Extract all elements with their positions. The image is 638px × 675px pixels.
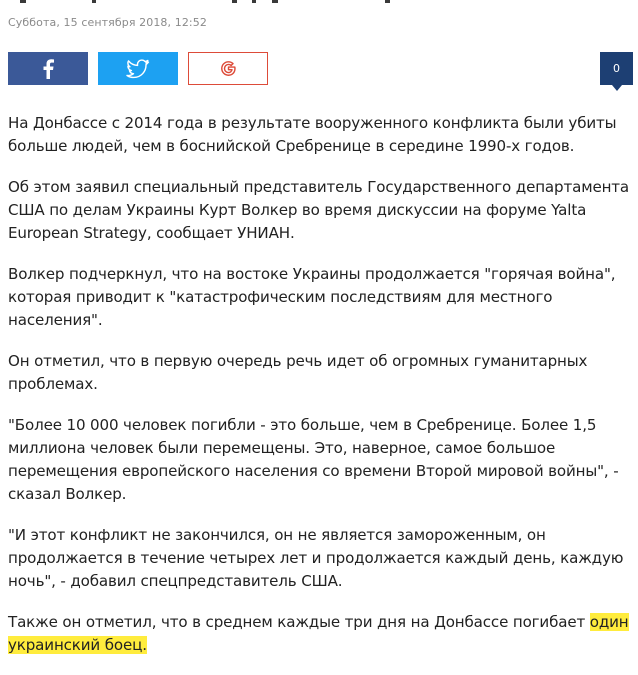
article-paragraph: Об этом заявил специальный представитель Государственного департамента США по делам Украины Курт Волкер во время дискуссии на форуме Yalta European Strategy, сообщает УНИАН. [8, 178, 630, 242]
cropped-glyph [252, 0, 256, 3]
article-body [8, 112, 634, 675]
google-share-button[interactable] [188, 52, 268, 85]
google-icon [220, 60, 237, 77]
highlighted-text: один украинский боец. [8, 613, 629, 654]
top-cropped-content [0, 0, 638, 4]
comments-count: 0 [613, 62, 620, 75]
comments-count-badge[interactable] [600, 52, 633, 85]
article-paragraph: На Донбассе с 2014 года в результате вооруженного конфликта были убиты больше людей, чем в боснийской Сребренице в середине 1990-х годов. [8, 114, 617, 155]
cropped-glyph [92, 0, 96, 3]
publish-date: Суббота, 15 сентября 2018, 12:52 [8, 16, 207, 29]
article-paragraph: "И этот конфликт не закончился, он не является замороженным, он продолжается в течение четырех лет и продолжается каждый день, каждую ночь", - добавил спецпредставитель США. [8, 526, 624, 590]
cropped-glyph [232, 0, 237, 3]
article-paragraph: Волкер подчеркнул, что на востоке Украины продолжается "горячая война", которая приводит к "катастрофическим последствиям для местного населения". [8, 265, 616, 329]
cropped-glyph [20, 0, 26, 3]
twitter-icon [127, 60, 149, 78]
article-text: Также он отметил, что в среднем каждые три дня на Донбассе погибает [8, 613, 590, 631]
facebook-icon [42, 59, 54, 79]
article-paragraph: Он отметил, что в первую очередь речь идет об огромных гуманитарных проблемах. [8, 352, 588, 393]
cropped-glyph [385, 0, 390, 3]
cropped-glyph [272, 0, 278, 3]
article-paragraph-last [8, 611, 634, 657]
facebook-share-button[interactable] [8, 52, 88, 85]
twitter-share-button[interactable] [98, 52, 178, 85]
article-paragraph: "Более 10 000 человек погибли - это больше, чем в Сребренице. Более 1,5 миллиона человек были перемещены. Это, наверное, самое большое перемещения европейского населения со времени Второй мировой войны", - сказал Волкер. [8, 416, 619, 503]
